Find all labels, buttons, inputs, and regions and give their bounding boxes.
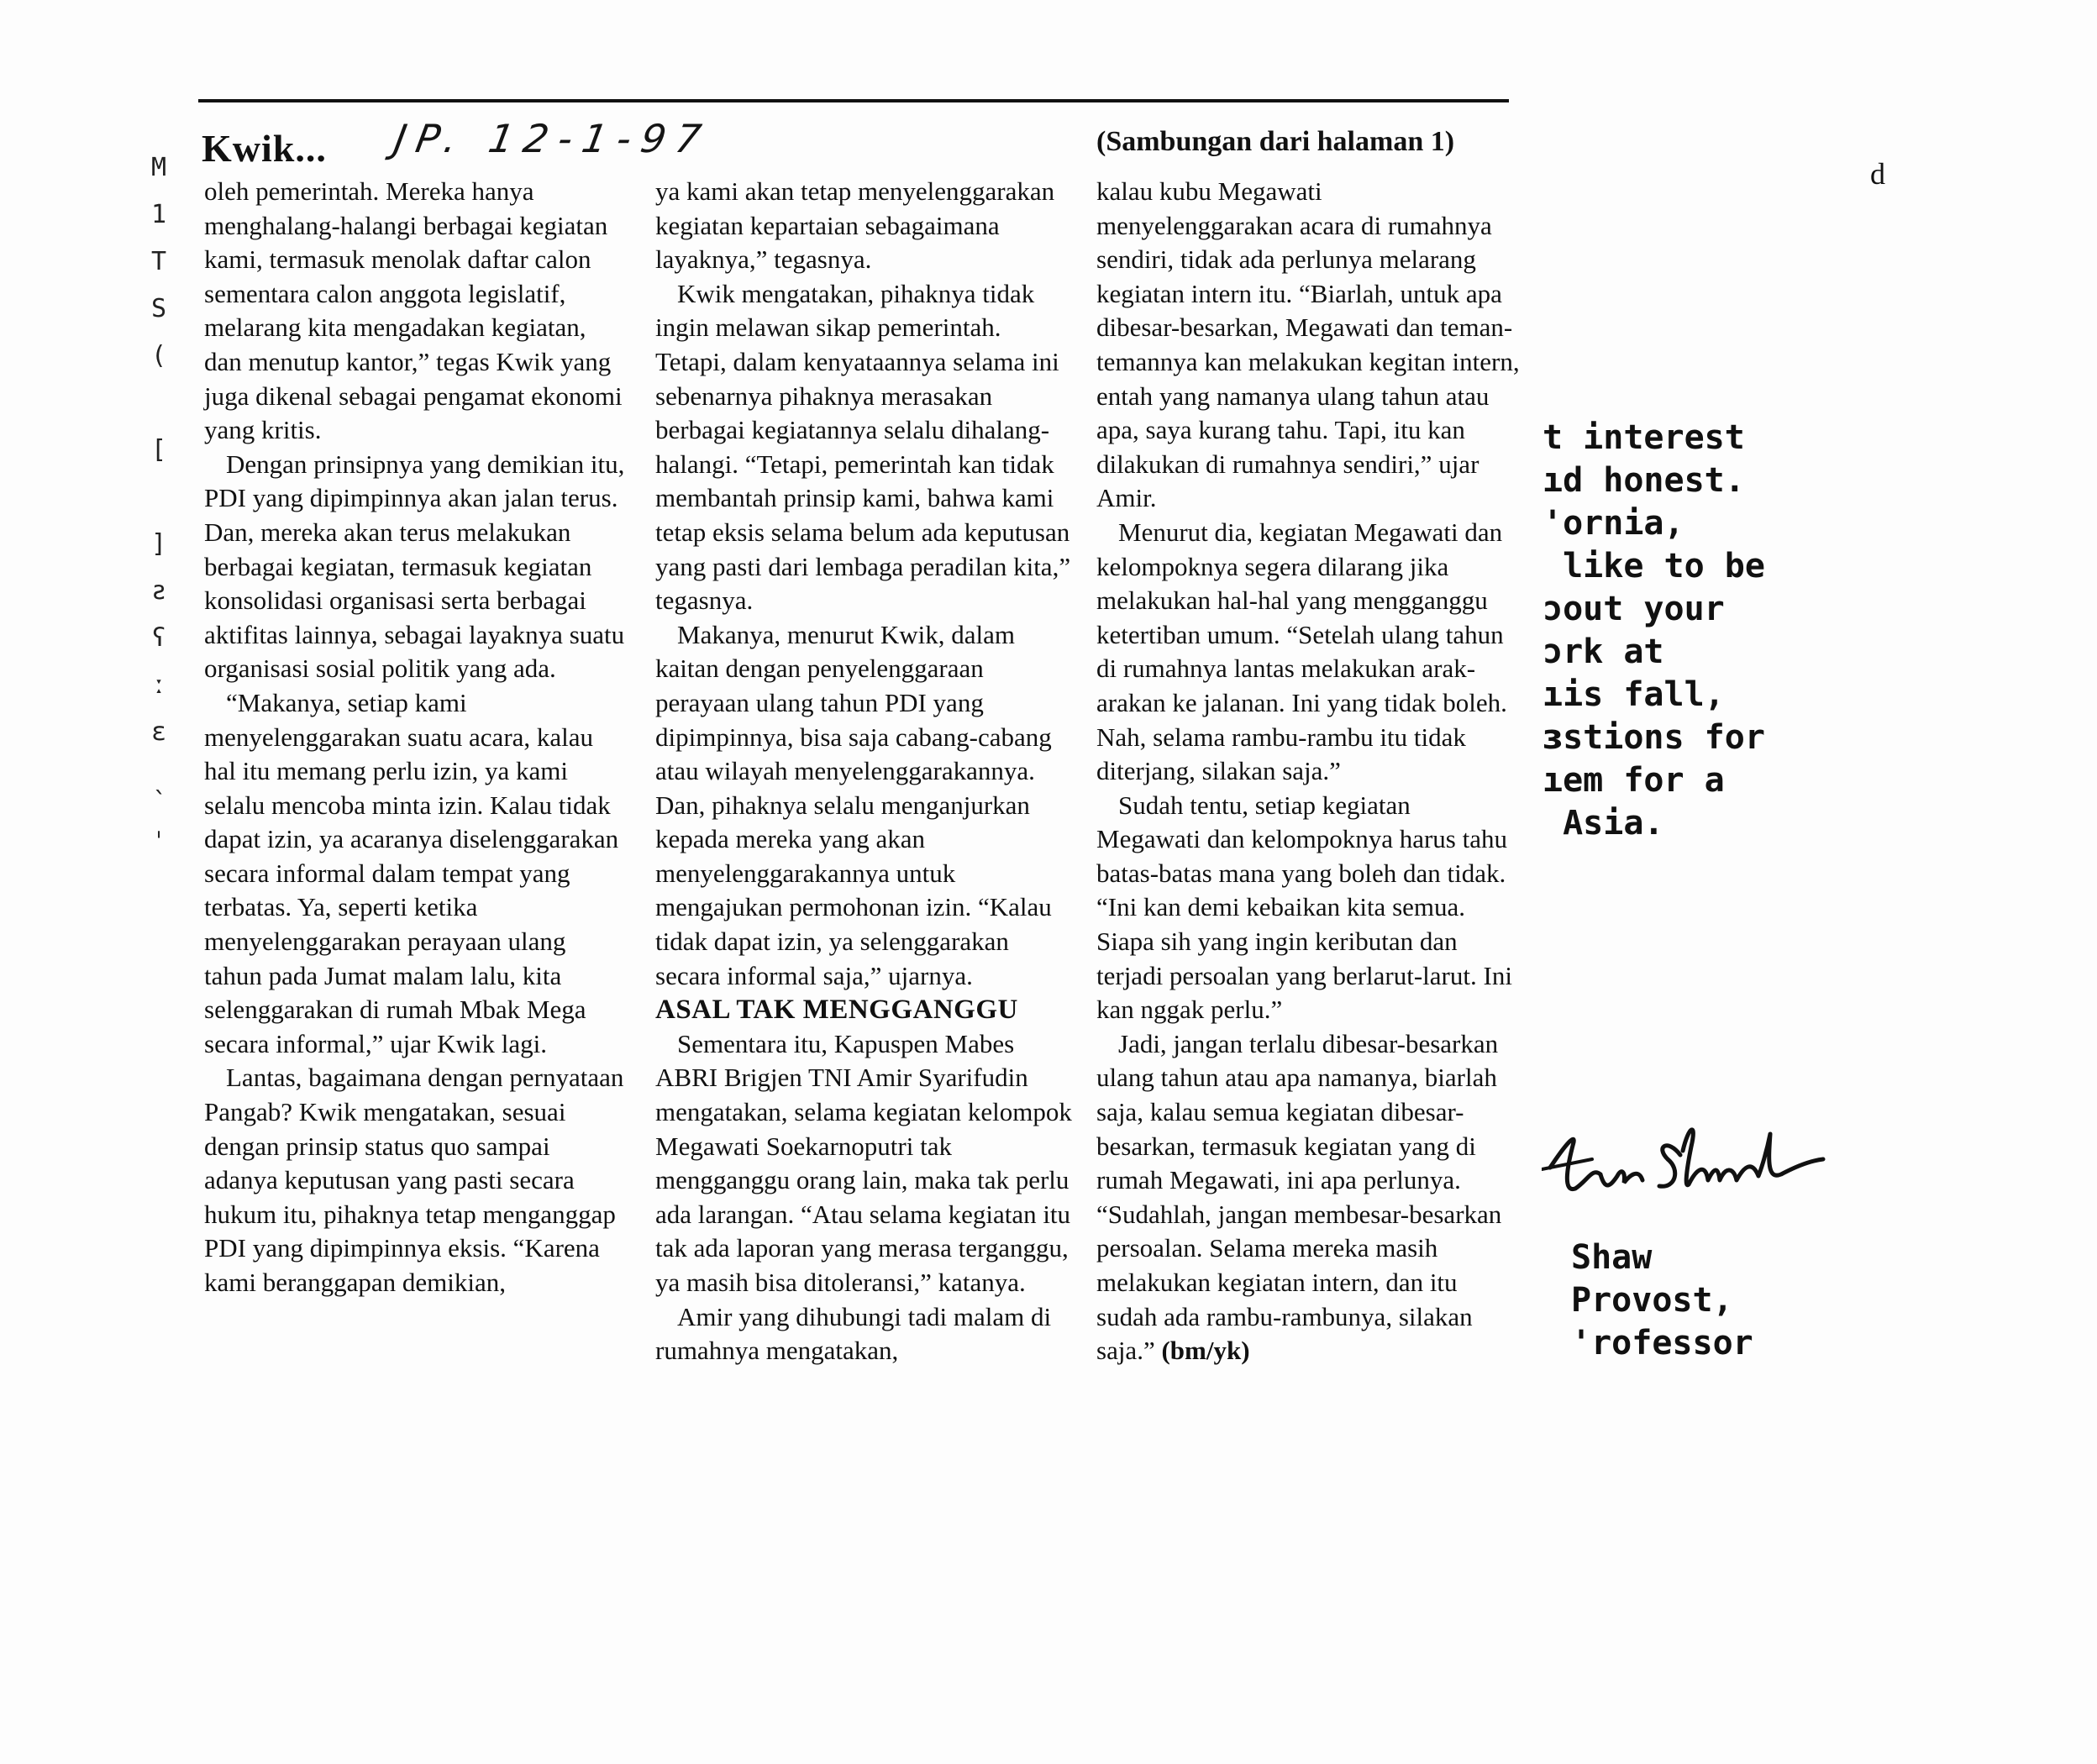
margin-char: ˎ [150,764,167,794]
left-margin-bleed [143,144,175,850]
bleed-line: 'ornia, [1543,504,1684,543]
bleedthrough-letter-text [1543,417,1765,845]
bleed-line: ıem for a [1543,761,1725,800]
signature-stroke [1659,1130,1823,1186]
paragraph: ya kami akan tetap menyelenggarakan kegiatan kepartaian sebagaimana layaknya,” tegasnya. [655,176,1055,275]
bleed-line: Shaw [1571,1238,1653,1277]
paragraph: kalau kubu Megawati menyelenggarakan acara di rumahnya sendiri, tidak ada perlunya melarang kegiatan intern itu. “Biarlah, untuk apa dibesar-besarkan, Megawati dan teman-temannya kan melakukan kegitan intern, entah yang namanya ulang tahun atau apa, saya kurang tahu. Tapi, itu kan dilakukan di rumahnya sendiri,” ujar Amir. [1096,176,1520,513]
margin-char: ɛ [150,717,167,747]
bleed-line: ıd honest. [1543,461,1745,500]
paragraph: Amir yang dihubungi tadi malam di rumahnya mengatakan, [655,1301,1052,1366]
article-column-3 [1096,175,1521,1368]
margin-char: T [150,247,167,276]
margin-char [143,380,175,427]
bleed-line: Asia. [1543,804,1664,843]
right-margin-letter: d [1870,157,1885,191]
paragraph: Dengan prinsipnya yang demikian itu, PDI yang dipimpinnya akan jalan terus. Dan, mereka akan terus melakukan berbagai kegiatan, termasuk kegiatan konsolidasi organisasi serta berbagai aktifitas lainnya, sebagai layaknya suatu organisasi sosial politik yang ada. [204,449,625,684]
paragraph: Lantas, bagaimana dengan pernyataan Pangab? Kwik mengatakan, sesuai dengan prinsip status quo sampai adanya keputusan yang pasti secara hukum itu, pihaknya tetap menganggap PDI yang dipimpinnya eksis. “Karena kami beranggapan demikian, [204,1063,624,1297]
bleedthrough-footer-text [1571,1236,1753,1365]
paragraph: Sudah tentu, setiap kegiatan Megawati dan kelompoknya harus tahu batas-batas mana yang boleh dan tidak. “Ini kan demi kebaikan kita semua. Siapa sih yang ingin keributan dan terjadi persoalan yang berlarut-larut. Ini kan nggak perlu.” [1096,790,1512,1025]
margin-char: 1 [150,200,167,229]
handwritten-date: JP. 12-1-97 [391,116,715,161]
bleed-line: ıis fall, [1543,675,1725,714]
paragraph: Makanya, menurut Kwik, dalam kaitan dengan penyelenggaraan perayaan ulang tahun PDI yang dipimpinnya, bisa saja cabang-cabang atau wilayah menyelenggarakannya. Dan, pihaknya selalu menganjurkan kepada mereka yang akan menyelenggarakannya untuk mengajukan permohonan izin. “Kalau tidak dapat izin, ya selenggarakan secara informal saja,” ujarnya. [655,619,1052,990]
article-column-1 [204,175,626,1300]
bleed-line: ɔrk at [1543,633,1664,671]
section-subhead: ASAL TAK MENGGANGGU [655,995,1018,1026]
paragraph-text: Jadi, jangan terlalu dibesar-besarkan ulang tahun atau apa namanya, biarlah saja, kalau semua kegiatan dibesar-besarkan, termasuk kegiatan yang di rumah Megawati, ini apa perlunya. “Sudahlah, jangan membesar-besarkan persoalan. Selama mereka masih melakukan kegiatan intern, dan itu sudah ada rambu-rambunya, silakan saja.” [1096,1028,1502,1366]
margin-char: M [150,153,167,182]
headline: Kwik... [202,127,327,170]
margin-char: ˌ [150,811,167,841]
handwritten-signature [1542,1109,1827,1218]
paragraph: oleh pemerintah. Mereka hanya menghalang-halangi berbagai kegiatan kami, termasuk menolak daftar calon sementara calon anggota legislatif, melarang kita mengadakan kegiatan, dan menutup kantor,” tegas Kwik yang juga dikenal sebagai pengamat ekonomi yang kritis. [204,176,623,445]
top-rule [198,99,1509,102]
margin-char: ƨ [150,576,167,606]
bleed-line: 'rofessor [1571,1324,1753,1362]
margin-char: ( [150,341,167,370]
margin-char: S [150,294,167,323]
margin-char: ] [150,529,167,559]
paragraph: Kwik mengatakan, pihaknya tidak ingin melawan sikap pemerintah. Tetapi, dalam kenyataannya selama ini sebenarnya pihaknya merasakan berbagai kegiatannya selalu dihalang-halangi. “Tetapi, pemerintah kan tidak membantah prinsip kami, bahwa kami tetap eksis selama belum ada keputusan yang pasti dari lembaga peradilan kita,” tegasnya. [655,278,1071,616]
margin-char: ʕ [150,623,167,653]
bleed-line: like to be [1543,547,1765,585]
bleed-line: t interest [1543,418,1745,457]
paragraph: Menurut dia, kegiatan Megawati dan kelompoknya segera dilarang jika melakukan hal-hal yang mengganggu ketertiban umum. “Setelah ulang tahun di rumahnya lantas melakukan arak-arakan ke jalanan. Ini yang tidak boleh. Nah, selama rambu-rambu itu tidak diterjang, silakan saja.” [1096,517,1507,786]
paragraph [1096,1027,1521,1368]
paragraph: “Makanya, setiap kami menyelenggarakan suatu acara, kalau hal itu memang perlu izin, ya kami selalu mencoba minta izin. Kalau tidak dapat izin, ya acaranya diselenggarakan secara informal dalam tempat yang terbatas. Ya, seperti ketika menyelenggarakan perayaan ulang tahun pada Jumat malam lalu, kita selenggarakan di rumah Mbak Mega secara informal,” ujar Kwik lagi. [204,687,619,1058]
margin-char: ː [150,670,167,700]
bleed-line: ɔout your [1543,590,1725,628]
bleed-line: ɜstions for [1543,718,1765,757]
article-column-2 [655,175,1075,1368]
margin-char [143,474,175,521]
byline: (bm/yk) [1161,1336,1250,1366]
bleed-line: Provost, [1571,1281,1733,1320]
margin-char: [ [150,435,167,465]
continuation-label: (Sambungan dari halaman 1) [1096,126,1455,157]
paragraph: Sementara itu, Kapuspen Mabes ABRI Brigjen TNI Amir Syarifudin mengatakan, selama kegiatan kelompok Megawati Soekarnoputri tak mengganggu orang lain, maka tak perlu ada larangan. “Atau selama kegiatan itu tak ada laporan yang merasa terganggu, ya masih bisa ditoleransi,” katanya. [655,1028,1072,1297]
